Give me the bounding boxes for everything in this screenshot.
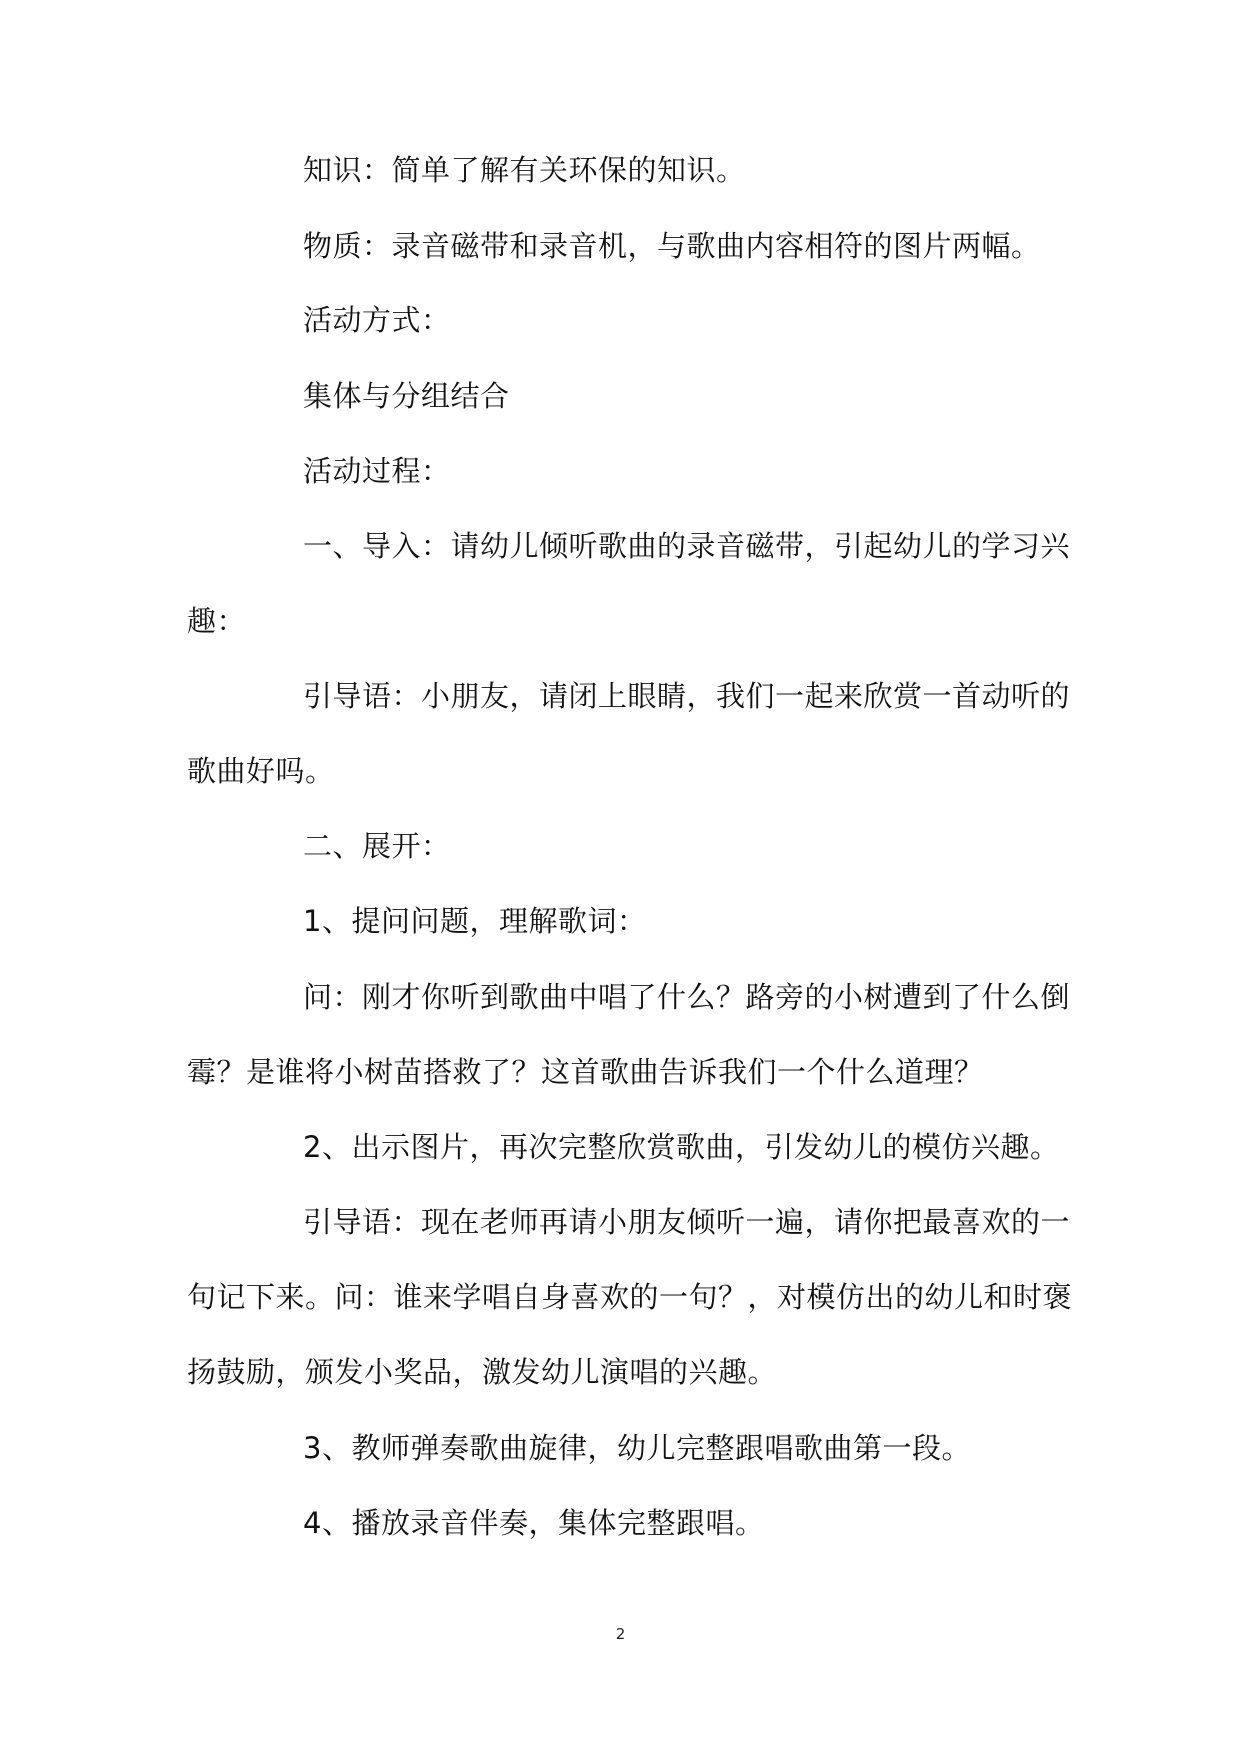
- page-number: 2: [615, 1625, 626, 1643]
- paragraph-intro-line-1: 一、导入：请幼儿倾听歌曲的录音磁带，引起幼儿的学习兴: [303, 529, 1071, 563]
- paragraph-step-3: 3、教师弹奏歌曲旋律，幼儿完整跟唱歌曲第一段。: [303, 1431, 971, 1465]
- heading-activity-method: 活动方式：: [303, 303, 451, 337]
- paragraph-guide-2-line-1: 引导语：现在老师再请小朋友倾听一遍，请你把最喜欢的一: [303, 1205, 1071, 1239]
- paragraph-group-combination: 集体与分组结合: [303, 379, 510, 413]
- paragraph-guide-1-line-1: 引导语：小朋友，请闭上眼睛，我们一起来欣赏一首动听的: [303, 679, 1071, 713]
- paragraph-knowledge: 知识：简单了解有关环保的知识。: [303, 153, 746, 187]
- paragraph-questions-line-1: 问：刚才你听到歌曲中唱了什么？路旁的小树遭到了什么倒: [303, 980, 1071, 1014]
- paragraph-questions-line-2: 霉？是谁将小树苗搭救了？这首歌曲告诉我们一个什么道理？: [187, 1055, 984, 1089]
- paragraph-guide-2-line-3: 扬鼓励，颁发小奖品，激发幼儿演唱的兴趣。: [187, 1355, 778, 1389]
- paragraph-guide-1-line-2: 歌曲好吗。: [187, 754, 335, 788]
- paragraph-intro-line-2: 趣：: [187, 604, 247, 638]
- heading-expand: 二、展开：: [303, 829, 451, 863]
- paragraph-step-2: 2、出示图片，再次完整欣赏歌曲，引发幼儿的模仿兴趣。: [303, 1130, 1060, 1164]
- heading-activity-process: 活动过程：: [303, 454, 451, 488]
- paragraph-materials: 物质：录音磁带和录音机，与歌曲内容相符的图片两幅。: [303, 229, 1041, 263]
- paragraph-step-1: 1、提问问题，理解歌词：: [303, 904, 647, 938]
- paragraph-step-4: 4、播放录音伴奏，集体完整跟唱。: [303, 1506, 765, 1540]
- paragraph-guide-2-line-2: 句记下来。问：谁来学唱自身喜欢的一句？，对模仿出的幼儿和时褒: [187, 1280, 1073, 1314]
